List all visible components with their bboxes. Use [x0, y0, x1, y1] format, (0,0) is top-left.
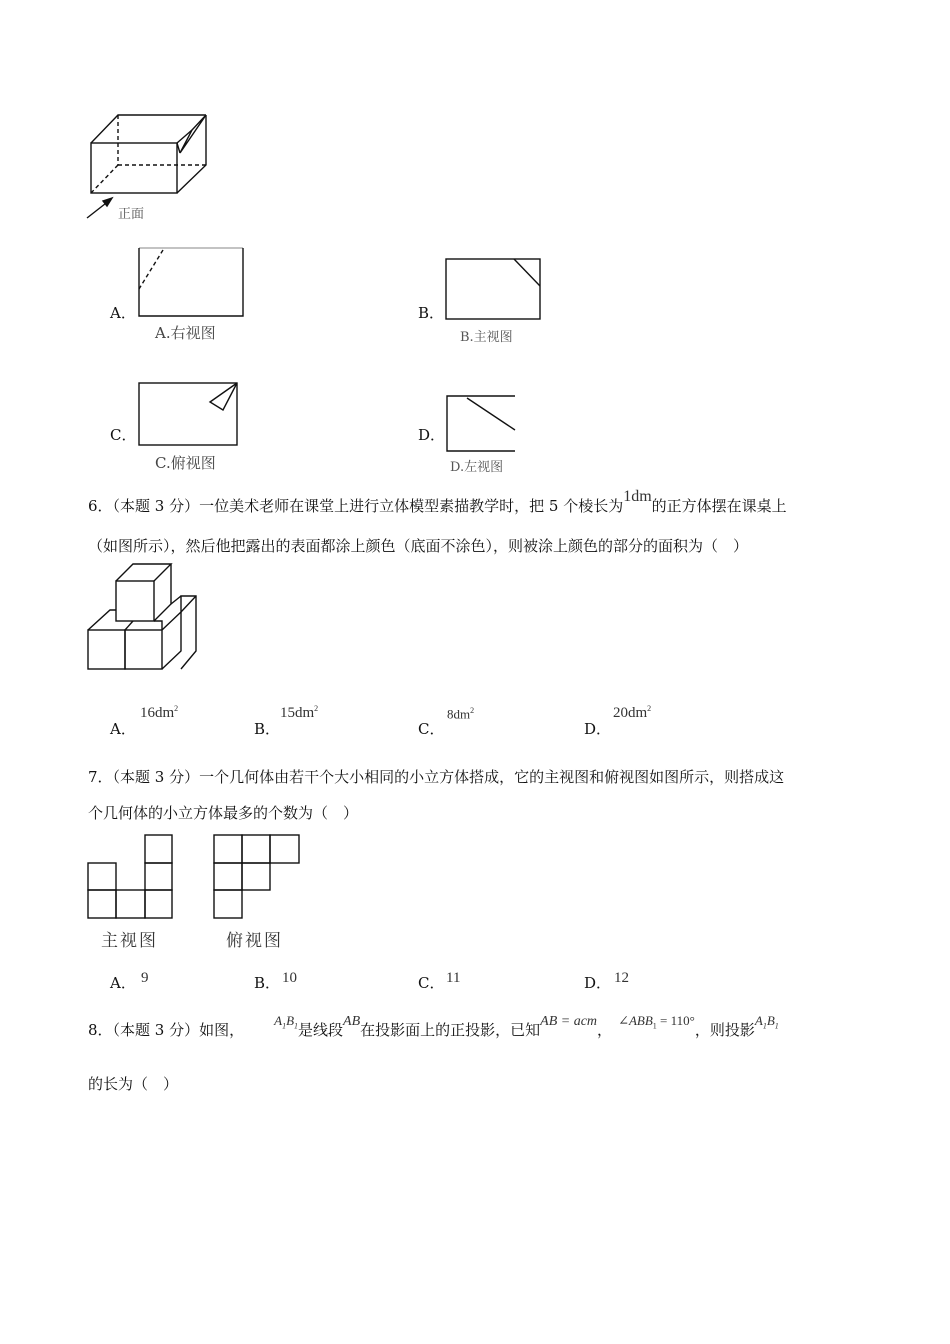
q7-option-c-value: 11	[446, 970, 461, 986]
q6-option-c-value: $8dm^2$	[447, 706, 475, 722]
q6-option-a-letter[interactable]: A．	[110, 720, 136, 738]
q6-text-b: 的正方体摆在课桌上	[651, 497, 787, 515]
top-view-cell	[214, 890, 242, 918]
q7-option-d-value: 12	[614, 970, 629, 986]
q8-a1b1: $A_1B_1$	[274, 1013, 299, 1031]
q8-angle: $\angle ABB_1 = 110^\circ$	[618, 1013, 695, 1031]
q5-option-d-letter[interactable]: D．	[418, 426, 446, 444]
q5-option-c-letter[interactable]: C．	[110, 426, 137, 444]
q8-comma: ，	[597, 1021, 613, 1039]
q5-option-d-caption: D.左视图	[450, 460, 504, 475]
top-view-cell	[214, 863, 242, 890]
q7-option-b-letter[interactable]: B．	[254, 974, 281, 992]
q7-line-2: 个几何体的小立方体最多的个数为（ ）	[88, 804, 359, 822]
q5-option-b-letter[interactable]: B．	[418, 304, 445, 322]
top-view-cell	[242, 863, 270, 890]
q8-line-1	[88, 1014, 779, 1053]
q7-line-1: 7．（本题 3 分）一个几何体由若干个大小相同的小立方体搭成，它的主视图和俯视图如图所示，则搭成这	[88, 768, 785, 786]
front-label: 正面	[118, 207, 145, 222]
top-view-cell	[242, 835, 270, 863]
q6-option-b-value: $15dm^2$	[280, 704, 319, 721]
q6-unit: 1dm	[623, 488, 652, 505]
q7-option-b-value: 10	[282, 970, 297, 986]
q6-text-a: 6．（本题 3 分）一位美术老师在课堂上进行立体模型素描教学时，把 5 个棱长为	[88, 497, 624, 515]
q6-option-a-value: $16dm^2$	[140, 704, 179, 721]
q6-option-d-value: $20dm^2$	[613, 704, 652, 721]
q6-option-d-letter[interactable]: D．	[584, 720, 612, 738]
q7-option-a-letter[interactable]: A．	[110, 974, 136, 992]
q6-option-b-letter[interactable]: B．	[254, 720, 281, 738]
q5-option-a-letter[interactable]: A．	[110, 304, 136, 322]
q6-option-c-letter[interactable]: C．	[418, 720, 445, 738]
q7-option-a-value: 9	[141, 970, 149, 986]
top-view-cell	[270, 835, 299, 863]
q7-option-d-letter[interactable]: D．	[584, 974, 612, 992]
q6-line-2: （如图所示），然后他把露出的表面都涂上颜色（底面不涂色），则被涂上颜色的部分的面积为（ ）	[88, 537, 749, 555]
q8-text-2: 在投影面上的正投影，已知	[360, 1021, 541, 1039]
q7-option-c-letter[interactable]: C．	[418, 974, 445, 992]
q8-prefix: 8．（本题 3 分）如图，	[88, 1021, 245, 1039]
q5-option-b-caption: B.主视图	[460, 330, 513, 345]
q5-option-a-caption: A.右视图	[155, 324, 216, 342]
q8-eq1: AB = acm	[540, 1014, 598, 1029]
q5-option-c-caption: C.俯视图	[155, 454, 216, 472]
q8-text-3: ，则投影	[694, 1021, 755, 1039]
q8-ab: AB	[343, 1014, 361, 1029]
q8-text-1: 是线段	[298, 1021, 344, 1039]
q7-front-caption: 主视图	[101, 931, 158, 951]
top-view-cell	[214, 835, 242, 863]
q8-a1b1-2: $A_1B_1$	[754, 1013, 779, 1031]
q7-top-caption: 俯视图	[226, 931, 283, 951]
q8-line-2: 的长为（ ）	[88, 1075, 179, 1093]
